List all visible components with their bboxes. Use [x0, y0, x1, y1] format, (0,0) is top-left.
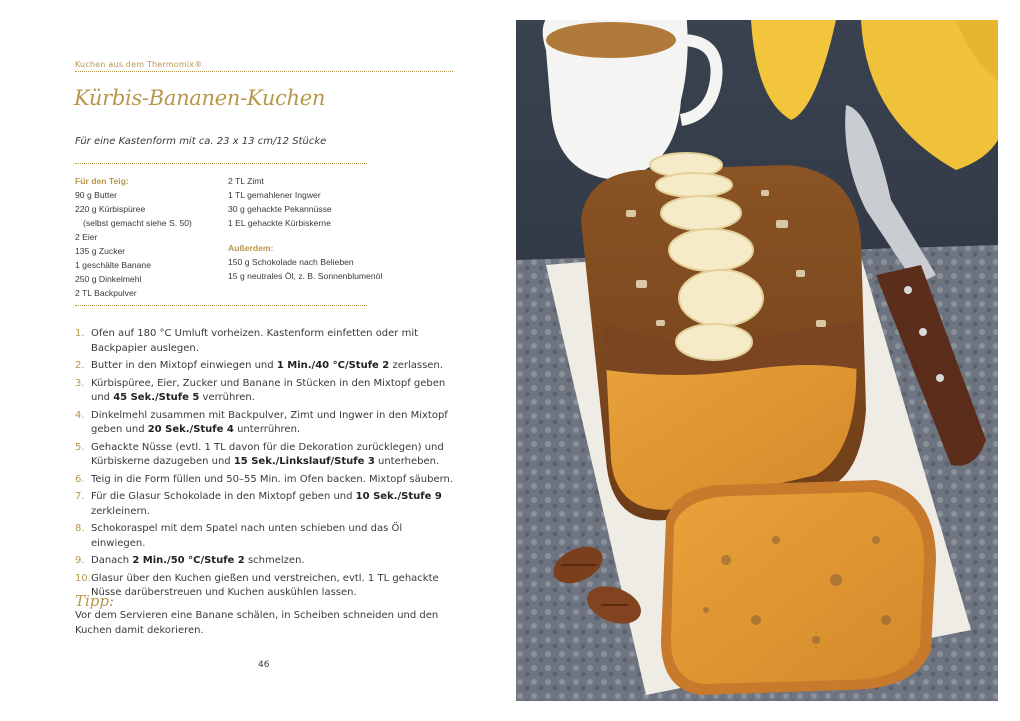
step-text: zerlassen.	[389, 360, 443, 371]
running-header: Kuchen aus dem Thermomix®	[75, 60, 203, 69]
step-number: 6.	[75, 473, 85, 485]
instruction-step	[75, 359, 455, 374]
instruction-step	[75, 409, 455, 438]
header-rule	[75, 71, 453, 72]
ingredients-bottom-rule	[75, 305, 367, 306]
ingredient-item: 2 TL Backpulver	[75, 288, 137, 298]
step-text: Dinkelmehl zusammen mit Backpulver, Zimt und Ingwer in den Mixtopf geben und	[91, 409, 448, 435]
instruction-step	[75, 473, 455, 488]
ingredients-column-left	[75, 174, 225, 300]
step-text: schmelzen.	[244, 555, 305, 566]
ingredient-item: 2 TL Zimt	[228, 176, 264, 186]
step-text: Schokoraspel mit dem Spatel nach unten schieben und das Öl einwiegen.	[91, 523, 403, 549]
ingredient-item: 30 g gehackte Pekannüsse	[228, 204, 332, 214]
ingredient-item: 1 EL gehackte Kürbiskerne	[228, 218, 331, 228]
ingredient-item: 220 g Kürbispüree	[75, 204, 146, 214]
step-number: 3.	[75, 377, 85, 389]
instruction-step	[75, 572, 455, 601]
step-number: 4.	[75, 409, 85, 421]
instruction-steps	[75, 327, 455, 604]
instruction-step	[75, 377, 455, 406]
step-number: 7.	[75, 491, 85, 502]
instruction-step	[75, 522, 455, 551]
step-text: verrühren.	[199, 392, 255, 403]
ingredient-item: 90 g Butter	[75, 190, 118, 200]
instruction-step	[75, 441, 455, 470]
step-setting: 45 Sek./Stufe 5	[113, 392, 200, 403]
recipe-title: Kürbis-Bananen-Kuchen	[74, 86, 326, 110]
step-text: Glasur über den Kuchen gießen und verstreichen, evtl. 1 TL gehackte Nüsse darüberstreuen und Kuchen auskühlen lassen.	[91, 572, 439, 598]
step-number: 8.	[75, 523, 85, 534]
ingredients-top-rule	[75, 163, 367, 164]
step-setting: 2 Min./50 °C/Stufe 2	[132, 555, 245, 566]
step-setting: 15 Sek./Linkslauf/Stufe 3	[233, 456, 375, 467]
step-text: Butter in den Mixtopf einwiegen und	[91, 360, 277, 371]
step-setting: 10 Sek./Stufe 9	[355, 491, 442, 502]
ingredient-item: 150 g Schokolade nach Belieben	[228, 257, 354, 267]
step-number: 1.	[75, 328, 85, 339]
step-number: 10.	[75, 572, 91, 584]
step-text: zerkleinern.	[91, 505, 150, 517]
step-text: Teig in die Form füllen und 50–55 Min. im Ofen backen. Mixtopf säubern.	[91, 473, 454, 485]
step-text: Kürbispüree, Eier, Zucker und Banane in Stücken in den Mixtopf geben und	[91, 377, 446, 403]
page-number: 46	[258, 660, 270, 670]
ingredient-item: 135 g Zucker	[75, 246, 126, 256]
cake-photo-illustration	[516, 20, 998, 701]
step-number: 9.	[75, 555, 85, 566]
step-text: Ofen auf 180 °C Umluft vorheizen. Kastenform einfetten oder mit Backpapier auslegen.	[91, 328, 419, 354]
ingredient-item: 15 g neutrales Öl, z. B. Sonnenblumenöl	[228, 271, 383, 281]
ingredient-item: 250 g Dinkelmehl	[75, 274, 142, 284]
step-text: Gehackte Nüsse (evtl. 1 TL davon für die Dekoration zurücklegen) und Kürbiskerne dazugeben und	[91, 441, 444, 467]
ingredient-item: 1 TL gemahlener Ingwer	[228, 190, 321, 200]
step-setting: 20 Sek./Stufe 4	[147, 424, 234, 435]
instruction-step	[75, 327, 455, 356]
step-text: unterrühren.	[233, 424, 301, 435]
step-text: unterheben.	[374, 456, 440, 467]
tip-label: Tipp:	[75, 592, 115, 610]
ingredient-note: (selbst gemacht siehe S. 50)	[83, 218, 192, 228]
ingredient-item: 2 Eier	[75, 232, 98, 242]
step-number: 5.	[75, 441, 85, 453]
step-number: 2.	[75, 360, 85, 371]
instruction-step	[75, 490, 455, 519]
tip-text: Vor dem Servieren eine Banane schälen, in Scheiben schneiden und den Kuchen damit dekorieren.	[75, 610, 439, 636]
dough-label: Für den Teig:	[75, 176, 129, 186]
ingredients-column-right	[228, 174, 388, 283]
step-setting: 1 Min./40 °C/Stufe 2	[276, 360, 390, 371]
instruction-step	[75, 554, 455, 569]
step-text: Für die Glasur Schokolade in den Mixtopf geben und	[91, 491, 356, 502]
step-text: Danach	[91, 555, 133, 566]
recipe-subtitle: Für eine Kastenform mit ca. 23 x 13 cm/12 Stücke	[75, 136, 327, 147]
ingredient-item: 1 geschälte Banane	[75, 260, 151, 270]
extra-label: Außerdem:	[228, 243, 274, 253]
cake-photo	[516, 20, 998, 701]
